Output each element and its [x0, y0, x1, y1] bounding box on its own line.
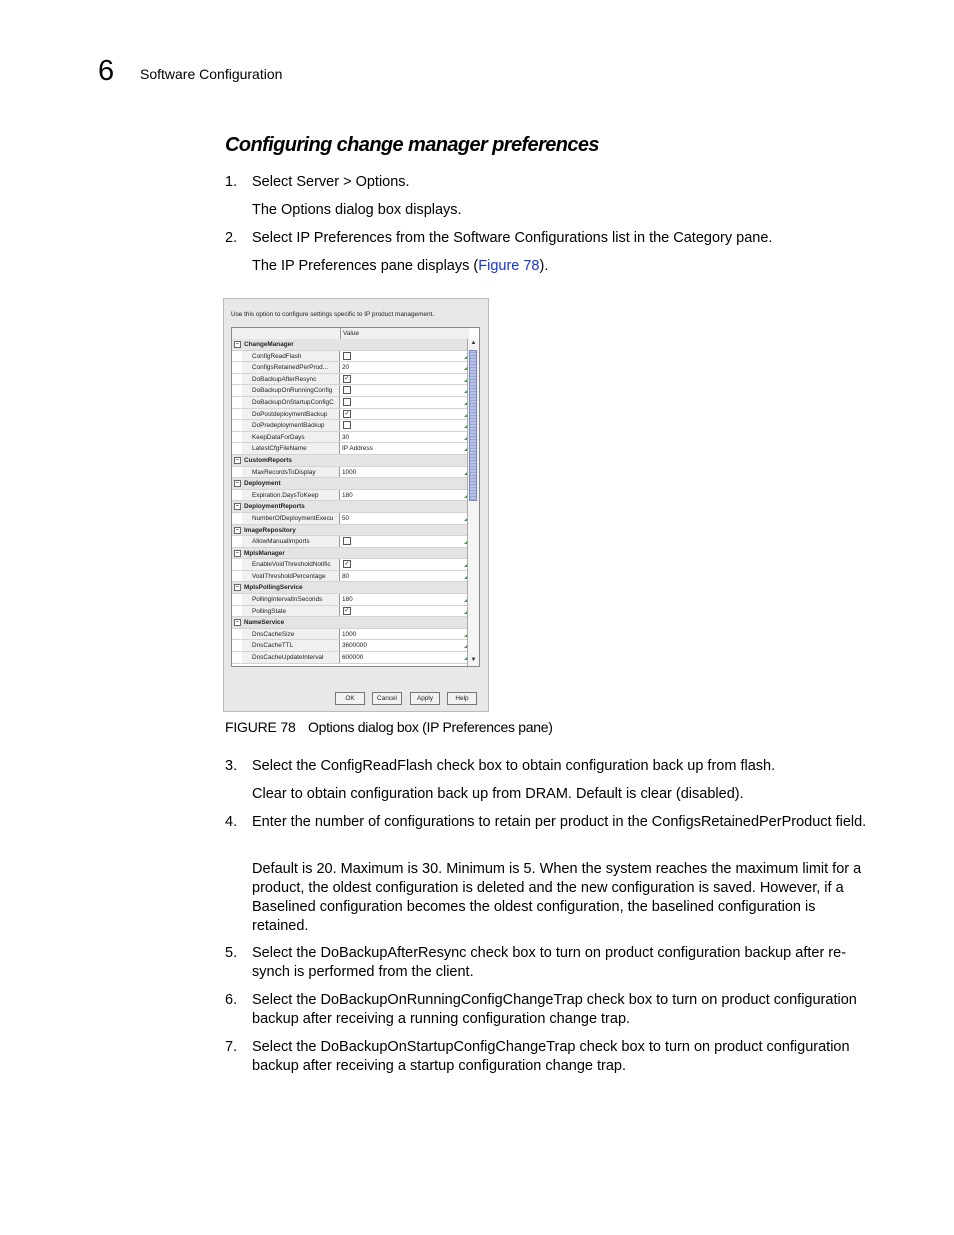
group-name: MplsManager — [244, 549, 285, 557]
property-group-row[interactable] — [232, 525, 469, 537]
collapse-toggle-icon[interactable]: − — [234, 503, 241, 510]
property-row[interactable] — [232, 594, 469, 606]
property-rows — [232, 339, 469, 664]
collapse-toggle-icon[interactable]: − — [234, 584, 241, 591]
property-row[interactable] — [232, 351, 469, 363]
step-2-note: The IP Preferences pane displays (Figure 78). — [252, 258, 549, 274]
property-row[interactable] — [232, 513, 469, 525]
property-checkbox[interactable]: ✓ — [344, 375, 350, 382]
step-number: 3. — [225, 758, 238, 774]
group-name: Deployment — [244, 480, 281, 488]
property-group-row[interactable] — [232, 455, 469, 467]
property-row[interactable] — [232, 606, 469, 618]
ui-term: DoBackupOnStartupConfigChangeTrap — [320, 1039, 576, 1055]
cancel-button[interactable]: Cancel — [372, 692, 402, 705]
property-name: ConfigReadFlash — [242, 351, 340, 362]
step-7: Select the DoBackupOnStartupConfigChangeTrap check box to turn on product configuration backup after receiving a startup configuration change trap. — [252, 1039, 850, 1074]
ui-term: Options — [281, 202, 331, 218]
ui-term: IP Preferences from the Software Configurations list — [296, 230, 630, 246]
property-checkbox[interactable] — [343, 421, 351, 429]
property-value[interactable]: 80 — [342, 572, 350, 580]
step-3-note: Clear to obtain configuration back up from DRAM. Default is clear (disabled). — [252, 786, 744, 802]
property-row[interactable] — [232, 420, 469, 432]
section-title: Configuring change manager preferences — [225, 134, 599, 156]
property-value[interactable]: 20 — [342, 364, 350, 372]
ui-term: DoBackupOnRunningConfigChangeTrap — [320, 992, 583, 1008]
step-6: Select the DoBackupOnRunningConfigChangeTrap check box to turn on product configuration backup after receiving a running configuration change trap. — [252, 992, 857, 1027]
property-name: DoPostdeploymentBackup — [242, 409, 340, 420]
property-value[interactable]: 3600000 — [342, 642, 367, 650]
property-row[interactable] — [232, 443, 469, 455]
apply-button[interactable]: Apply — [410, 692, 440, 705]
ui-term: ConfigReadFlash — [320, 758, 433, 774]
step-2: Select IP Preferences from the Software Configurations list in the Category pane. — [252, 230, 773, 246]
group-name: NameService — [244, 619, 285, 627]
scroll-up-icon[interactable]: ▲ — [470, 340, 477, 346]
property-group-row[interactable] — [232, 548, 469, 560]
property-row[interactable] — [232, 559, 469, 571]
ui-term: Category — [673, 230, 733, 246]
vertical-scrollbar[interactable] — [467, 339, 479, 666]
property-row[interactable] — [232, 640, 469, 652]
property-value[interactable]: 180 — [342, 596, 353, 604]
step-4: Enter the number of configurations to retain per product in the ConfigsRetainedPerProduct field. — [252, 814, 867, 830]
chapter-number: 6 — [98, 55, 115, 87]
property-name: Expiration.DaysToKeep — [242, 490, 340, 501]
property-row[interactable] — [232, 629, 469, 641]
property-value[interactable]: 1000 — [342, 630, 357, 638]
group-name: DeploymentReports — [244, 503, 305, 511]
property-row[interactable] — [232, 409, 469, 421]
step-1-note: The Options dialog box displays. — [252, 202, 462, 218]
property-row[interactable] — [232, 385, 469, 397]
property-row[interactable] — [232, 432, 469, 444]
chapter-title: Software Configuration — [140, 66, 283, 82]
property-row[interactable] — [232, 467, 469, 479]
property-name: MaxRecordsToDisplay — [242, 467, 340, 478]
property-name: ConfigsRetainedPerProd... — [242, 362, 340, 373]
property-name: DoBackupOnStartupConfigC — [242, 397, 340, 408]
property-value[interactable]: 180 — [342, 491, 353, 499]
step-number: 4. — [225, 814, 238, 830]
property-name: DoBackupAfterResync — [242, 374, 340, 385]
property-row[interactable] — [232, 652, 469, 664]
step-4-note: Default is 20. Maximum is 30. Minimum is 5. When the system reaches the maximum limit for a product, the oldest configuration is deleted and the new configuration is saved. However, if a Baselined configuration becomes the oldest configuration, the baselined configuration is retained. — [252, 861, 862, 934]
property-value[interactable]: 30 — [342, 433, 350, 441]
property-group-row[interactable] — [232, 617, 469, 629]
property-checkbox[interactable] — [343, 352, 351, 360]
step-3: Select the ConfigReadFlash check box to obtain configuration back up from flash. — [252, 758, 776, 774]
collapse-toggle-icon[interactable]: − — [234, 480, 241, 487]
step-number: 1. — [225, 174, 238, 190]
property-checkbox[interactable]: ✓ — [344, 410, 350, 417]
property-name: EnableVoidThresholdNotific — [242, 559, 340, 570]
collapse-toggle-icon[interactable]: − — [234, 619, 241, 626]
step-5: Select the DoBackupAfterResync check box to turn on product configuration backup after re-synch is performed from the client. — [252, 945, 847, 980]
ui-term: Server > Options — [296, 174, 406, 190]
property-name: KeepDataForDays — [242, 432, 340, 443]
property-group-row[interactable] — [232, 501, 469, 513]
group-name: ImageRepository — [244, 526, 296, 534]
step-number: 2. — [225, 230, 238, 246]
ui-term: ConfigsRetainedPerProduct — [651, 814, 832, 830]
property-name: LatestCfgFileName — [242, 443, 340, 454]
group-name: CustomReports — [244, 456, 292, 464]
step-number: 7. — [225, 1039, 238, 1055]
property-checkbox[interactable] — [343, 386, 351, 394]
property-table — [231, 327, 480, 667]
property-group-row[interactable] — [232, 339, 469, 351]
collapse-toggle-icon[interactable]: − — [234, 341, 241, 348]
property-name: DnsCacheUpdateInterval — [242, 652, 340, 663]
figure-label: FIGURE 78 — [225, 719, 296, 735]
collapse-toggle-icon[interactable]: − — [234, 550, 241, 557]
property-checkbox[interactable] — [343, 537, 351, 545]
property-value[interactable]: 1000 — [342, 468, 357, 476]
property-row[interactable] — [232, 374, 469, 386]
group-name: ChangeManager — [244, 341, 294, 348]
collapse-toggle-icon[interactable]: − — [234, 527, 241, 534]
property-checkbox[interactable] — [343, 398, 351, 406]
group-name: MplsPollingService — [244, 584, 303, 592]
value-column-header: Value — [343, 330, 359, 337]
property-value[interactable]: 600000 — [342, 654, 364, 662]
property-name: PollingState — [242, 606, 340, 617]
property-checkbox[interactable]: ✓ — [344, 607, 350, 614]
step-1: Select Server > Options. — [252, 174, 410, 190]
property-checkbox[interactable]: ✓ — [344, 561, 350, 568]
property-name: DoPredeploymentBackup — [242, 420, 340, 431]
property-row[interactable] — [232, 536, 469, 548]
help-button[interactable]: Help — [447, 692, 477, 705]
property-row[interactable] — [232, 362, 469, 374]
figure-caption: Options dialog box (IP Preferences pane) — [308, 719, 553, 735]
property-group-row[interactable] — [232, 582, 469, 594]
property-row[interactable] — [232, 571, 469, 583]
figure-link[interactable]: Figure 78 — [478, 258, 540, 274]
property-name: DoBackupOnRunningConfig — [242, 385, 340, 396]
property-group-row[interactable] — [232, 478, 469, 490]
step-number: 5. — [225, 945, 238, 961]
property-row[interactable] — [232, 490, 469, 502]
dialog-hint: Use this option to configure settings specific to IP product management. — [231, 311, 435, 318]
property-row[interactable] — [232, 397, 469, 409]
property-name: NumberOfDeploymentExecu — [242, 513, 340, 524]
ui-term: DoBackupAfterResync — [320, 945, 467, 961]
collapse-toggle-icon[interactable]: − — [234, 457, 241, 464]
property-value[interactable]: IP Address — [342, 445, 373, 453]
options-dialog-screenshot — [223, 298, 489, 712]
step-number: 6. — [225, 992, 238, 1008]
scroll-thumb[interactable] — [469, 350, 477, 501]
property-name: VoidThresholdPercentage — [242, 571, 340, 582]
scroll-down-icon[interactable]: ▼ — [470, 657, 477, 663]
property-name: AllowManualImports — [242, 536, 340, 547]
ok-button[interactable]: OK — [335, 692, 365, 705]
property-value[interactable]: 50 — [342, 514, 350, 522]
ui-term: IP Preferences — [281, 258, 377, 274]
property-name: PollingIntervalInSeconds — [242, 594, 340, 605]
property-name: DnsCacheSize — [242, 629, 340, 640]
property-name: DnsCacheTTL — [242, 640, 340, 651]
